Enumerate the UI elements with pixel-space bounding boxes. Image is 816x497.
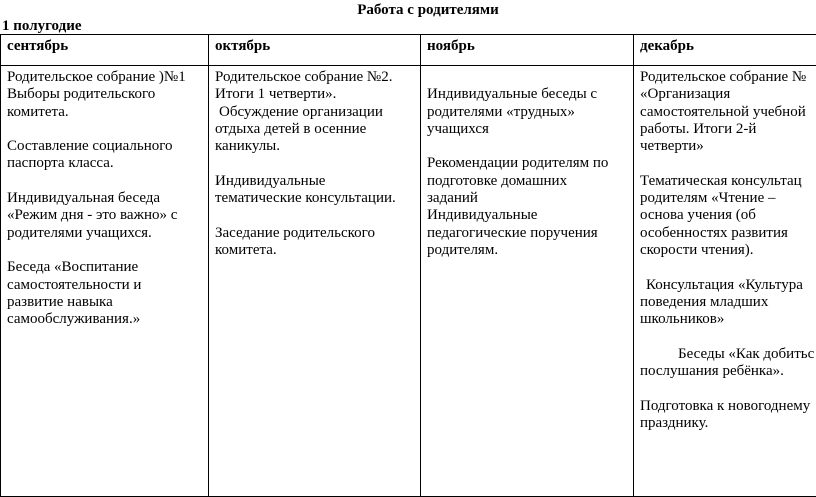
cell-line: Родительское собрание № [640, 69, 816, 86]
cell-line: Выборы родительского [7, 86, 204, 103]
column-header-october: октябрь [209, 35, 421, 66]
cell-line: Индивидуальная беседа [7, 190, 204, 207]
cell-spacer [215, 207, 416, 224]
cell-line: педагогические поручения [427, 225, 629, 242]
cell-line: «Организация [640, 86, 816, 103]
cell-spacer [640, 328, 816, 345]
cell-spacer [7, 121, 204, 138]
cell-line: основа учения (об [640, 207, 816, 224]
cell-line: развитие навыка [7, 294, 204, 311]
cell-line: Беседы «Как добитьс [640, 346, 816, 363]
work-plan-table [0, 34, 816, 497]
cell-line: самообслуживания.» [7, 311, 204, 328]
cell-line: родителями учащихся. [7, 225, 204, 242]
cell-november [421, 66, 634, 497]
cell-line: отдыха детей в осенние [215, 121, 416, 138]
cell-spacer [427, 138, 629, 155]
cell-line: родителям. [427, 242, 629, 259]
cell-line: Индивидуальные [215, 173, 416, 190]
cell-line: Индивидуальные [427, 207, 629, 224]
table-header-row [1, 35, 816, 66]
cell-line: Составление социального [7, 138, 204, 155]
cell-line: каникулы. [215, 138, 416, 155]
cell-december [634, 66, 816, 497]
cell-line: «Режим дня - это важно» с [7, 207, 204, 224]
cell-line: послушания ребёнка». [640, 363, 816, 380]
cell-line: Заседание родительского [215, 225, 416, 242]
column-header-december: декабрь [634, 35, 816, 66]
page-title: Работа с родителями [0, 2, 816, 19]
cell-line: поведения младших [640, 294, 816, 311]
cell-line: четверти» [640, 138, 816, 155]
cell-spacer [215, 155, 416, 172]
cell-line: работы. Итоги 2-й [640, 121, 816, 138]
cell-line: Родительское собрание )№1 [7, 69, 204, 86]
cell-line: Итоги 1 четверти». [215, 86, 416, 103]
table-row [1, 66, 816, 497]
column-header-november: ноябрь [421, 35, 634, 66]
cell-september [1, 66, 209, 497]
cell-line: подготовке домашних [427, 173, 629, 190]
cell-line: Рекомендации родителям по [427, 155, 629, 172]
cell-line: учащихся [427, 121, 629, 138]
cell-line: комитета. [215, 242, 416, 259]
cell-line: Тематическая консультац [640, 173, 816, 190]
cell-line: празднику. [640, 415, 816, 432]
cell-line: паспорта класса. [7, 155, 204, 172]
cell-line: школьников» [640, 311, 816, 328]
cell-line: тематические консультации. [215, 190, 416, 207]
cell-line: Подготовка к новогоднему [640, 398, 816, 415]
cell-line: Индивидуальные беседы с [427, 86, 629, 103]
cell-line: самостоятельной учебной [640, 104, 816, 121]
cell-line: родителям «Чтение – [640, 190, 816, 207]
cell-line: особенностях развития [640, 225, 816, 242]
cell-spacer [7, 173, 204, 190]
cell-spacer [7, 242, 204, 259]
cell-spacer [640, 155, 816, 172]
half-year-label: 1 полугодие [2, 18, 82, 35]
cell-line: заданий [427, 190, 629, 207]
cell-line: Беседа «Воспитание [7, 259, 204, 276]
cell-line: скорости чтения). [640, 242, 816, 259]
cell-line: родителями «трудных» [427, 104, 629, 121]
cell-october [209, 66, 421, 497]
cell-spacer [427, 69, 629, 86]
cell-spacer [640, 259, 816, 276]
cell-line: комитета. [7, 104, 204, 121]
cell-line: Родительское собрание №2. [215, 69, 416, 86]
column-header-september: сентябрь [1, 35, 209, 66]
cell-line: Консультация «Культура [640, 277, 816, 294]
cell-spacer [640, 380, 816, 397]
cell-line: Обсуждение организации [215, 104, 416, 121]
cell-line: самостоятельности и [7, 277, 204, 294]
